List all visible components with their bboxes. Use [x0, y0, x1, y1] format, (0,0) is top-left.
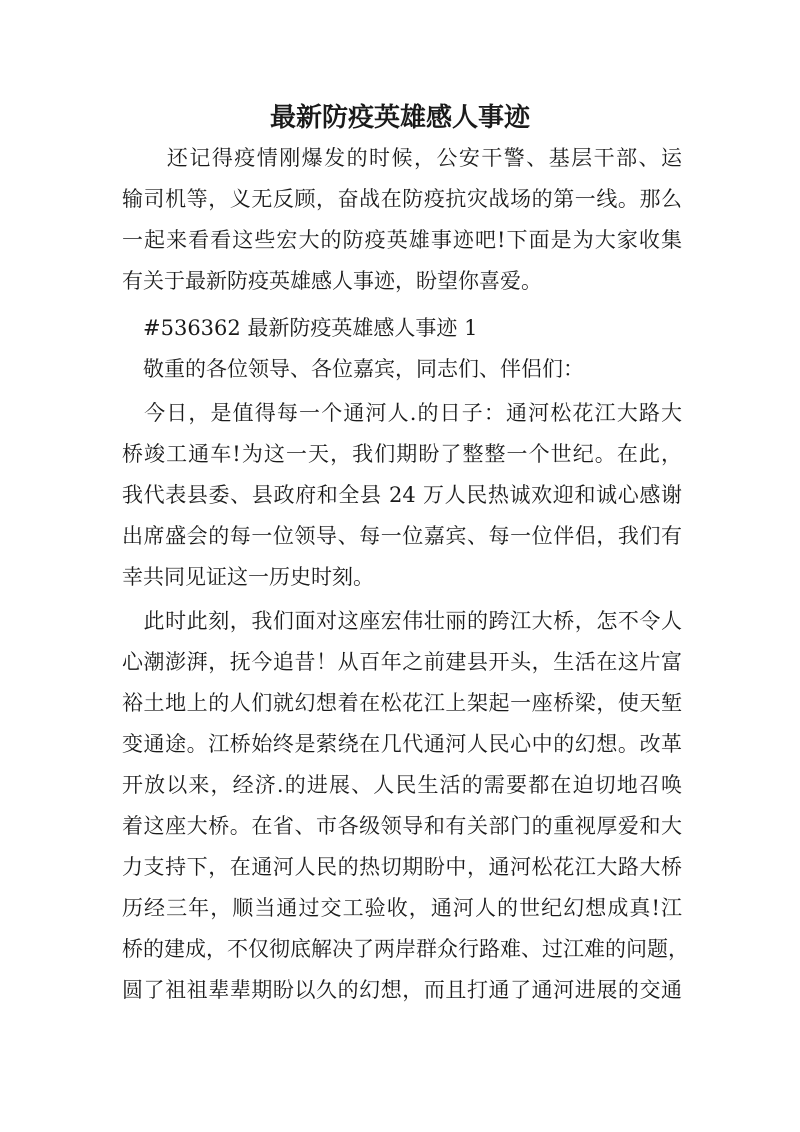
text-line-10: 出席盛会的每一位领导、每一位嘉宾、每一位伴侣，我们有	[122, 524, 682, 548]
text-line-17: 着这座大桥。在省、市各级领导和有关部门的重视厚爱和大	[122, 814, 682, 838]
text-line-11: 幸共同见证这一历史时刻。	[122, 565, 374, 589]
text-line-16: 开放以来，经济.的进展、人民生活的需要都在迫切地召唤	[122, 773, 682, 797]
text-line-12: 此时此刻，我们面对这座宏伟壮丽的跨江大桥，怎不令人	[122, 609, 682, 633]
text-line-21: 圆了祖祖辈辈期盼以久的幻想，而且打通了通河进展的交通	[122, 978, 682, 1002]
text-line-4: 有关于最新防疫英雄感人事迹，盼望你喜爱。	[122, 269, 542, 293]
text-line-3: 一起来看看这些宏大的防疫英雄事迹吧!下面是为大家收集	[122, 228, 682, 252]
text-line-13: 心潮澎湃，抚今追昔！从百年之前建县开头，生活在这片富	[122, 650, 682, 674]
text-line-18: 力支持下，在通河人民的热切期盼中，通河松花江大路大桥	[122, 855, 682, 879]
text-line-19: 历经三年，顺当通过交工验收，通河人的世纪幻想成真!江	[122, 896, 682, 920]
text-line-7: 今日，是值得每一个通河人.的日子：通河松花江大路大	[122, 401, 682, 425]
text-line-15: 变通途。江桥始终是萦绕在几代通河人民心中的幻想。改革	[122, 732, 682, 756]
text-line-20: 桥的建成，不仅彻底解决了两岸群众行路难、过江难的问题，	[122, 937, 689, 961]
text-line-9: 我代表县委、县政府和全县 24 万人民热诚欢迎和诚心感谢	[122, 483, 682, 507]
text-line-2: 输司机等，义无反顾，奋战在防疫抗灾战场的第一线。那么	[122, 187, 682, 211]
text-line-8: 桥竣工通车!为这一天，我们期盼了整整一个世纪。在此，	[122, 442, 682, 466]
document-title: 最新防疫英雄感人事迹	[269, 103, 530, 133]
text-line-1: 还记得疫情刚爆发的时候，公安干警、基层干部、运	[122, 146, 682, 170]
text-line-5: #536362 最新防疫英雄感人事迹 1	[122, 316, 478, 340]
text-line-6: 敬重的各位领导、各位嘉宾，同志们、伴侣们：	[122, 357, 584, 381]
text-line-14: 裕土地上的人们就幻想着在松花江上架起一座桥梁，使天堑	[122, 691, 682, 715]
